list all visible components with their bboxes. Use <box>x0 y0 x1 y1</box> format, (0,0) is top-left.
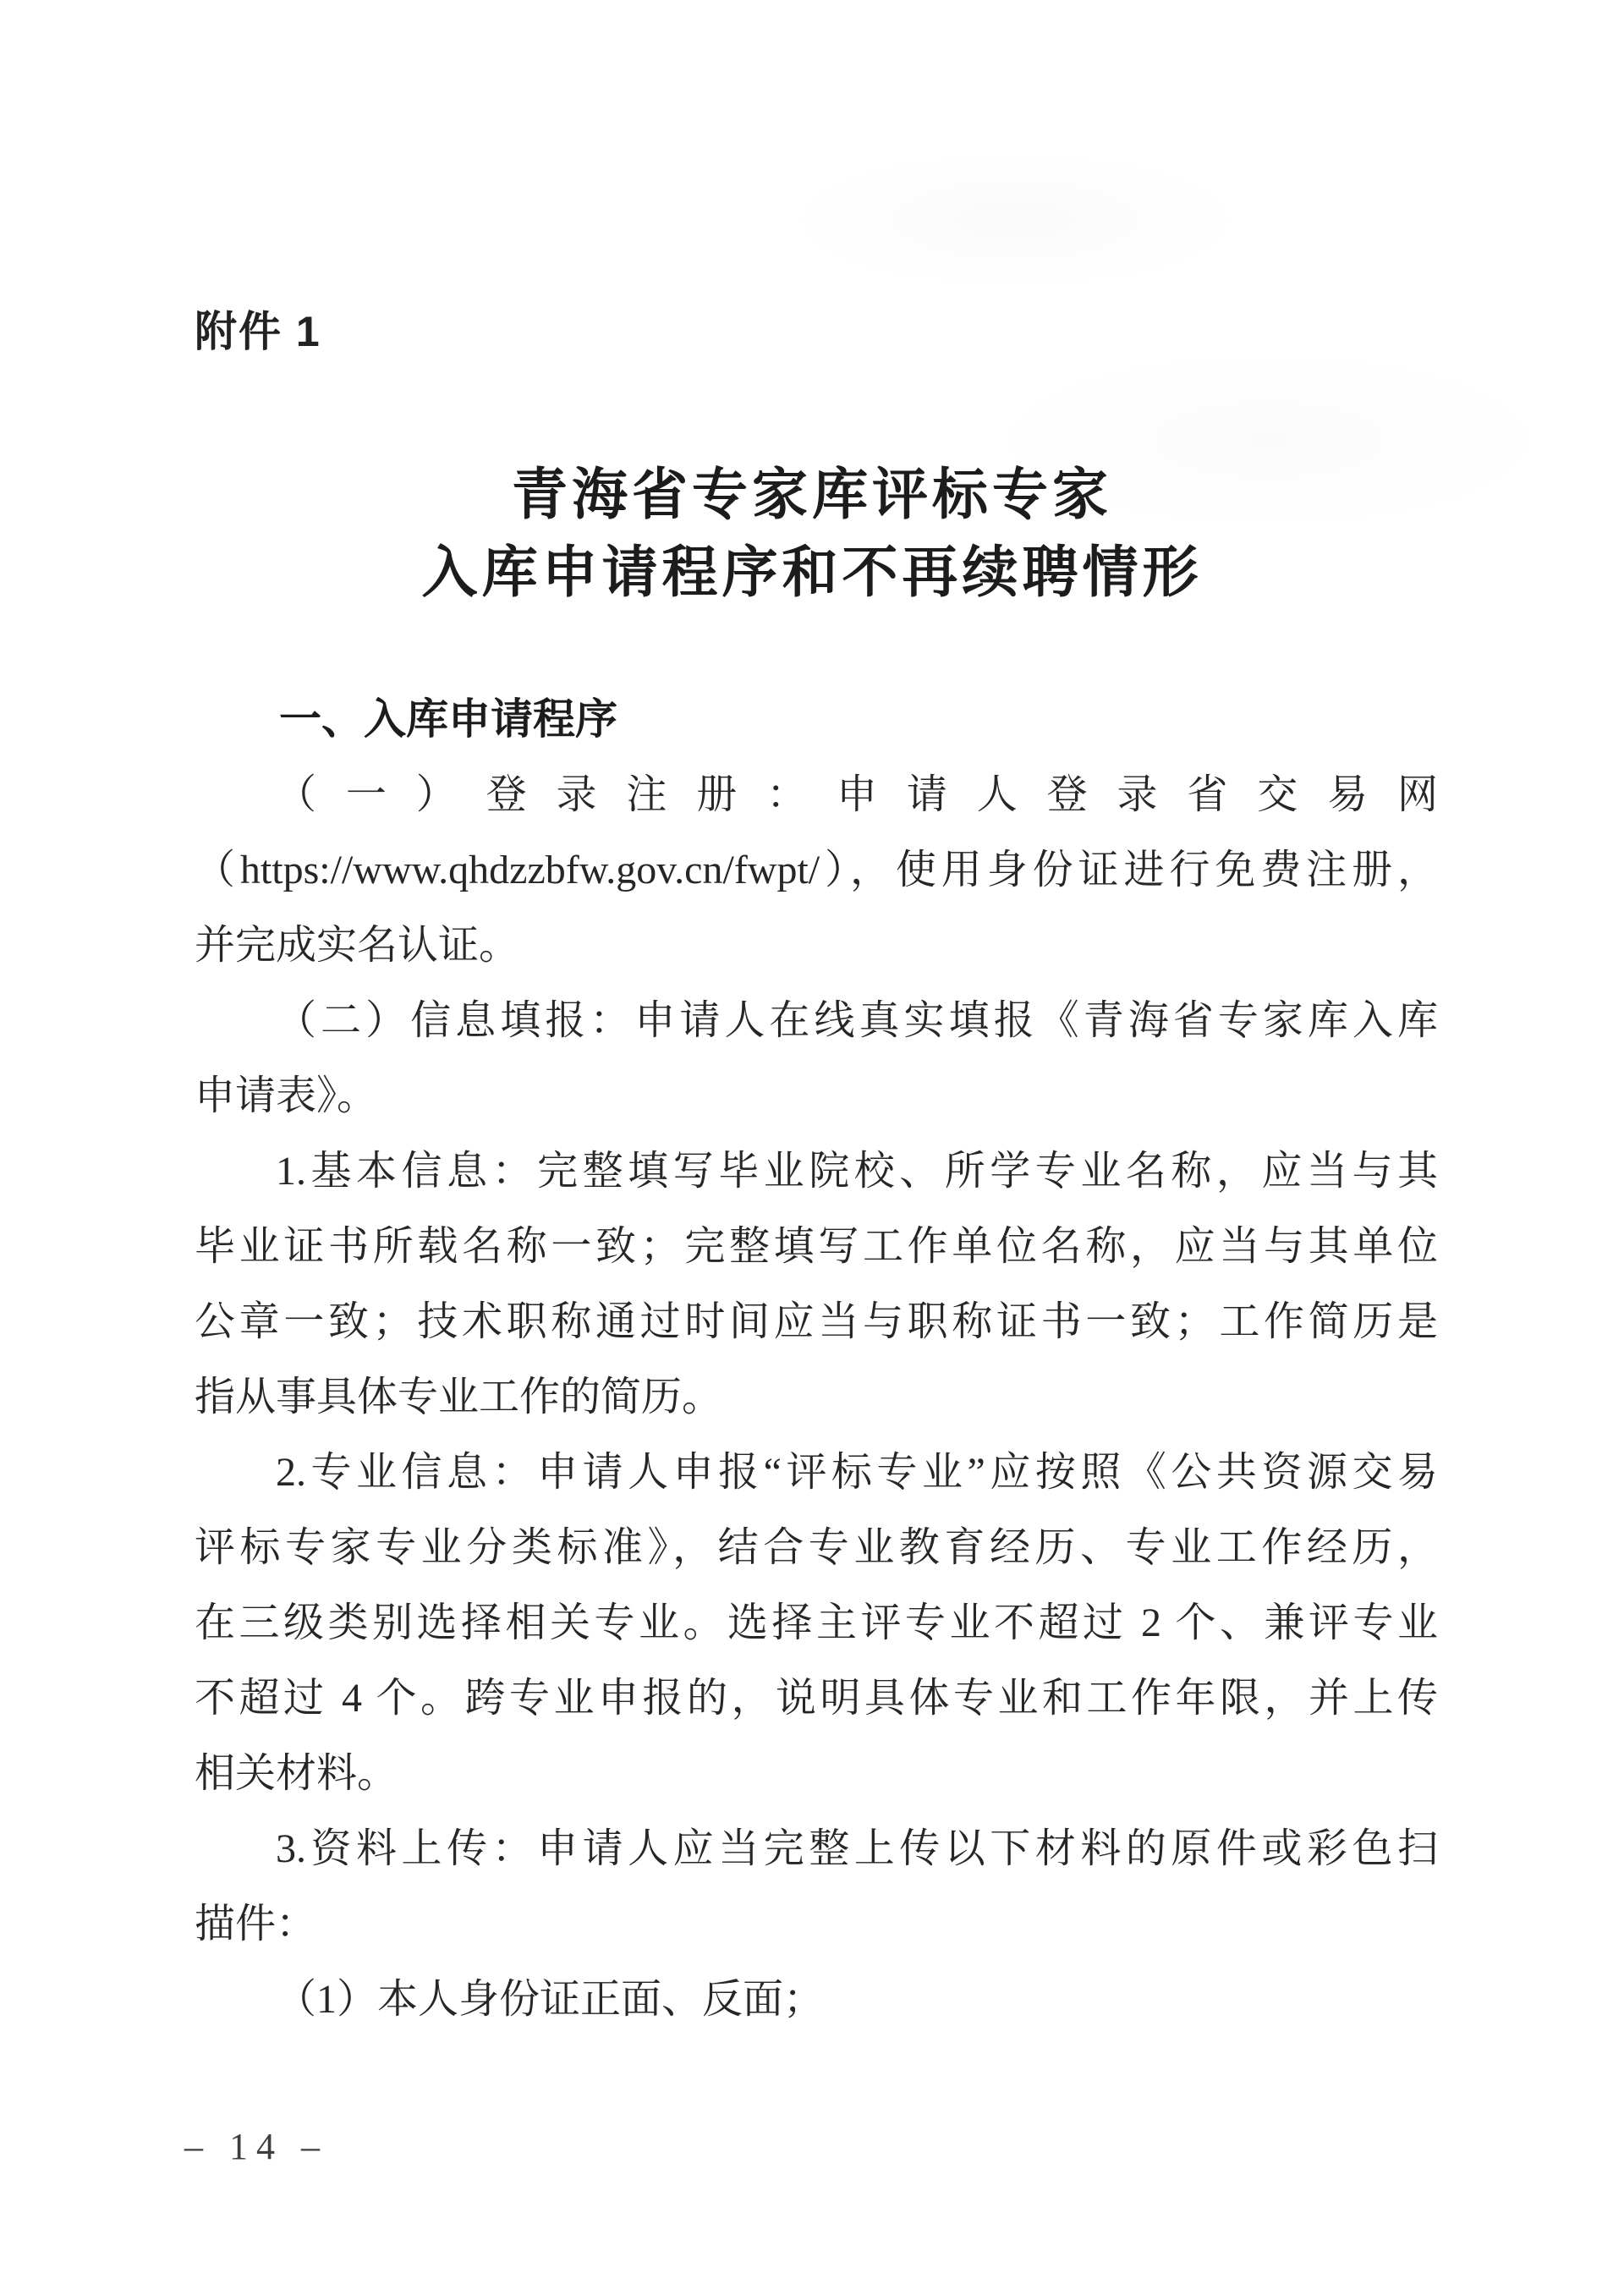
document-title-line-1: 青海省专家库评标专家 <box>512 463 1112 525</box>
text-line: 申请表》。 <box>195 1073 378 1118</box>
document-title <box>0 455 1624 611</box>
section-heading: 一、入库申请程序 <box>279 695 617 743</box>
document-body <box>195 682 1438 2037</box>
text-line: （二）信息填报：申请人在线真实填报《青海省专家库入库 <box>276 998 1438 1043</box>
text-line: 毕业证书所载名称一致；完整填写工作单位名称，应当与其单位 <box>195 1224 1438 1269</box>
text-line: （一）登录注册：申请人登录省交易网 <box>276 772 1438 817</box>
text-line: 3.资料上传：申请人应当完整上传以下材料的原件或彩色扫 <box>276 1826 1438 1871</box>
text-line: 2.专业信息：申请人申报“评标专业”应按照《公共资源交易 <box>276 1450 1438 1495</box>
text-line: 不超过 4 个。跨专业申报的，说明具体专业和工作年限，并上传 <box>195 1676 1438 1721</box>
attachment-label: 附件 1 <box>195 308 321 355</box>
text-line: 相关材料。 <box>195 1751 398 1796</box>
text-line: 指从事具体专业工作的简历。 <box>195 1375 723 1419</box>
text-line: （1）本人身份证正面、反面； <box>276 1977 825 2022</box>
text-line: （https://www.qhdzzbfw.gov.cn/fwpt/），使用身份证进行免费注册， <box>195 848 1438 892</box>
page-number: – 14 – <box>184 2126 328 2167</box>
text-line: 描件： <box>195 1902 317 1946</box>
text-line: 并完成实名认证。 <box>195 923 520 968</box>
document-title-line-2: 入库申请程序和不再续聘情形 <box>421 541 1203 603</box>
text-line: 在三级类别选择相关专业。选择主评专业不超过 2 个、兼评专业 <box>195 1600 1438 1645</box>
text-line: 1.基本信息：完整填写毕业院校、所学专业名称，应当与其 <box>276 1149 1438 1194</box>
text-line: 公章一致；技术职称通过时间应当与职称证书一致；工作简历是 <box>195 1299 1438 1344</box>
text-line: 评标专家专业分类标准》，结合专业教育经历、专业工作经历， <box>195 1525 1438 1570</box>
